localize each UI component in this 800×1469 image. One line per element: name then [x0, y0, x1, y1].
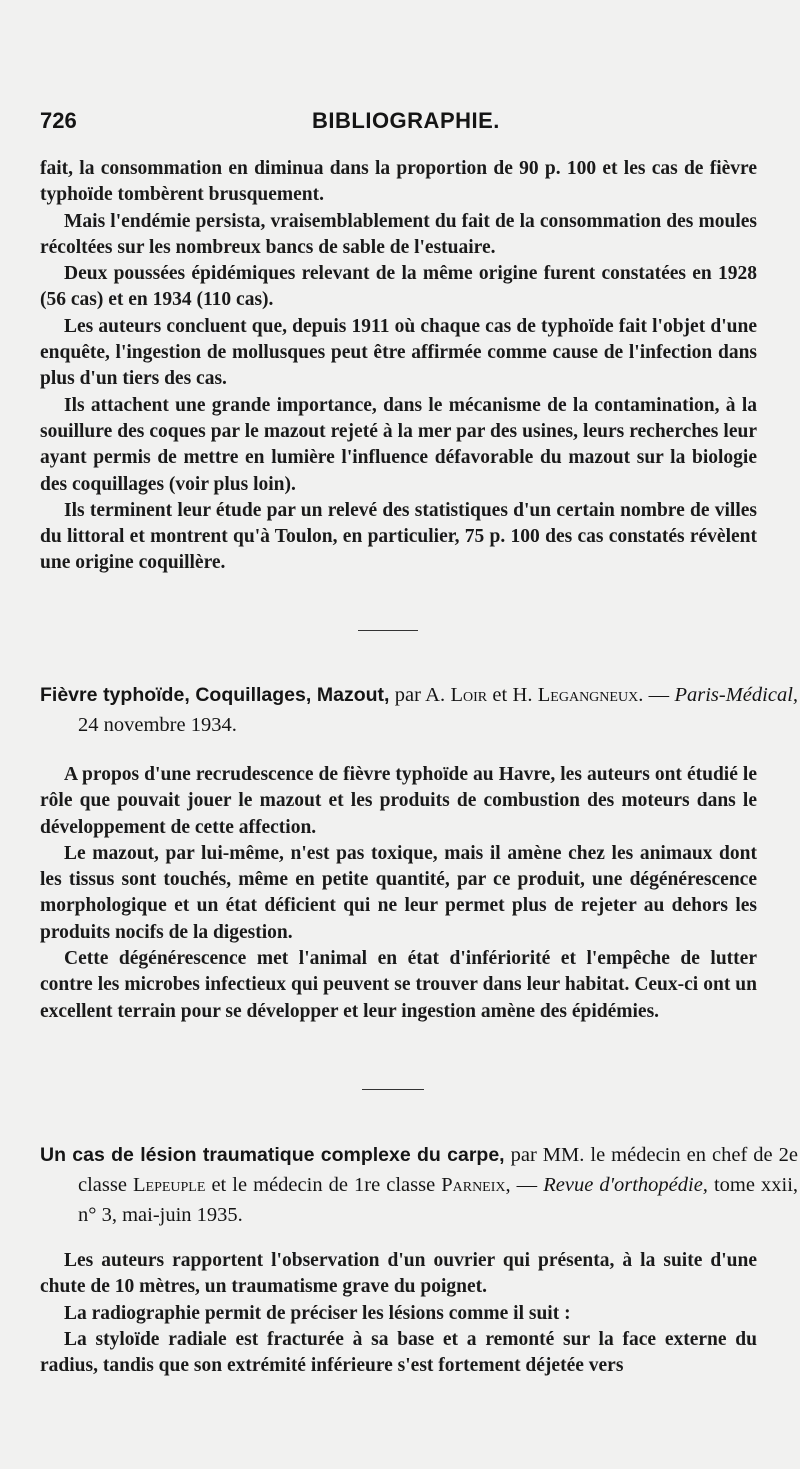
- paragraph: La radiographie permit de préciser les lésions comme il suit :: [64, 1302, 571, 1324]
- journal-name: Paris-Médical,: [674, 684, 799, 706]
- entry2-text: [40, 762, 757, 1025]
- paragraph: Ils terminent leur étude par un relevé des statistiques d'un certain nombre de villes du littoral et montrent qu'à Toulon, en particulier, 75 p. 100 des cas constatés révèlent une origine coquillère.: [40, 499, 757, 574]
- journal-name: Revue d'orthopédie,: [543, 1174, 708, 1196]
- separator-rule: [362, 1089, 424, 1090]
- dash: . —: [638, 684, 675, 706]
- author-name: Loir: [450, 684, 488, 706]
- publication-date: 24 novembre 1934.: [78, 714, 237, 736]
- dash: , —: [505, 1174, 544, 1196]
- section1-text: [40, 156, 757, 577]
- paragraph: Les auteurs concluent que, depuis 1911 où chaque cas de typhoïde fait l'objet d'une enquête, l'ingestion de mollusques peut être affirmée comme cause de l'infection dans plus d'un tiers des cas.: [40, 315, 757, 390]
- entry3-heading: [40, 1140, 798, 1230]
- author-connector: et H.: [487, 684, 538, 706]
- separator-rule: [358, 630, 418, 631]
- running-title: BIBLIOGRAPHIE.: [312, 108, 500, 133]
- entry-title: Un cas de lésion traumatique complexe du carpe,: [40, 1144, 505, 1166]
- page-number: 726: [40, 108, 77, 133]
- author-name: Legangneux: [537, 684, 639, 706]
- author-connector: et le médecin de 1re classe: [205, 1174, 442, 1196]
- author-name: Parneix: [441, 1174, 506, 1196]
- paragraph: Les auteurs rapportent l'observation d'un ouvrier qui présenta, à la suite d'une chute de 10 mètres, un traumatisme grave du poignet.: [40, 1250, 757, 1298]
- entry2-heading: [40, 680, 798, 740]
- paragraph: Mais l'endémie persista, vraisemblablement du fait de la consommation des moules récoltées sur les nombreux bancs de sable de l'estuaire.: [40, 210, 757, 258]
- author-prefix: par A.: [389, 684, 451, 706]
- author-prefix: par MM. le médecin en chef de 2e classe: [78, 1144, 798, 1196]
- paragraph: fait, la consommation en diminua dans la proportion de 90 p. 100 et les cas de fièvre typhoïde tombèrent brusquement.: [40, 158, 757, 206]
- publication-details: tome xxii, n° 3, mai-juin 1935.: [78, 1174, 799, 1226]
- entry3-text: [40, 1248, 757, 1379]
- paragraph: A propos d'une recrudescence de fièvre typhoïde au Havre, les auteurs ont étudié le rôle que pouvait jouer le mazout et les produits de combustion des moteurs dans le développement de cette affection.: [40, 764, 757, 838]
- paragraph: Cette dégénérescence met l'animal en état d'infériorité et l'empêche de lutter contre les microbes infectieux qui peuvent se trouver dans leur habitat. Ceux-ci ont un excellent terrain pour se développer et leur ingestion amène des épidémies.: [40, 948, 757, 1022]
- paragraph: Deux poussées épidémiques relevant de la même origine furent constatées en 1928 (56 cas) et en 1934 (110 cas).: [40, 263, 757, 311]
- page-header: [40, 108, 760, 144]
- author-name: Lepeuple: [133, 1174, 206, 1196]
- paragraph: La styloïde radiale est fracturée à sa base et a remonté sur la face externe du radius, tandis que son extrémité inférieure s'est fortement déjetée vers: [40, 1328, 757, 1377]
- entry-title: Fièvre typhoïde, Coquillages, Mazout,: [40, 684, 390, 706]
- paragraph: Ils attachent une grande importance, dans le mécanisme de la contamination, à la souillure des coques par le mazout rejeté à la mer par des usines, leurs recherches leur ayant permis de mettre en lumière l'influence défavorable du mazout sur la biologie des coquillages (voir plus loin).: [40, 394, 757, 495]
- paragraph: Le mazout, par lui-même, n'est pas toxique, mais il amène chez les animaux dont les tissus sont touchés, même en petite quantité, par ce produit, une dégénérescence morphologique et un état déficient qui ne leur permet plus de rejeter au dehors les produits nocifs de la digestion.: [40, 842, 757, 943]
